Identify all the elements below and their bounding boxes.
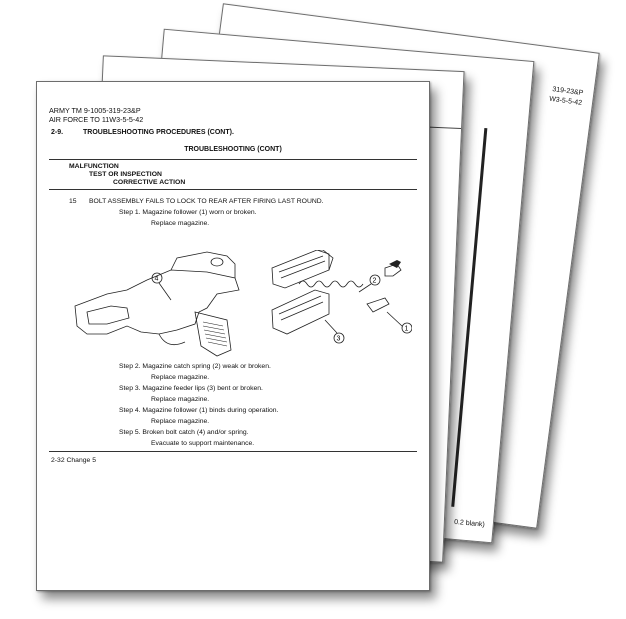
front-page (36, 81, 430, 591)
column-action: CORRECTIVE ACTION (113, 179, 186, 186)
blank-note-fragment: 0.2 blank) (453, 518, 486, 529)
table-header-rule (49, 189, 417, 190)
section-title: TROUBLESHOOTING PROCEDURES (CONT). (83, 129, 234, 136)
doc-header-line2: AIR FORCE TO 11W3-5-5-42 (49, 115, 144, 124)
action-5: Evacuate to support maintenance. (151, 440, 255, 447)
column-test: TEST OR INSPECTION (89, 171, 162, 178)
table-top-rule (49, 159, 417, 160)
action-3: Replace magazine. (151, 396, 210, 403)
callout-1: 1 (404, 325, 409, 333)
table-title: TROUBLESHOOTING (CONT) (184, 146, 282, 153)
table-bottom-rule (49, 451, 417, 452)
step-5: Step 5. Broken bolt catch (4) and/or spring. (119, 429, 249, 436)
page-code-fragment-2: W3-5-5-42 (548, 95, 583, 107)
step-3: Step 3. Magazine feeder lips (3) bent or broken. (119, 385, 263, 392)
step-1: Step 1. Magazine follower (1) worn or broken. (119, 209, 257, 216)
step-2: Step 2. Magazine catch spring (2) weak or broken. (119, 363, 271, 370)
item-number: 15 (69, 198, 77, 205)
item-title: BOLT ASSEMBLY FAILS TO LOCK TO REAR AFTER FIRING LAST ROUND. (89, 198, 324, 205)
page-footer: 2-32 Change 5 (51, 457, 96, 464)
callout-3: 3 (336, 335, 341, 343)
action-2: Replace magazine. (151, 374, 210, 381)
doc-header-line1: ARMY TM 9-1005-319-23&P (49, 106, 141, 115)
column-malfunction: MALFUNCTION (69, 163, 119, 170)
parts-illustration (67, 250, 412, 360)
callout-4: 4 (154, 275, 159, 283)
callout-2: 2 (372, 277, 377, 285)
page-code-fragment: 319-23&P (551, 86, 584, 98)
action-4: Replace magazine. (151, 418, 210, 425)
section-number: 2-9. (51, 129, 64, 136)
action-1: Replace magazine. (151, 220, 210, 227)
step-4: Step 4. Magazine follower (1) binds during operation. (119, 407, 279, 414)
